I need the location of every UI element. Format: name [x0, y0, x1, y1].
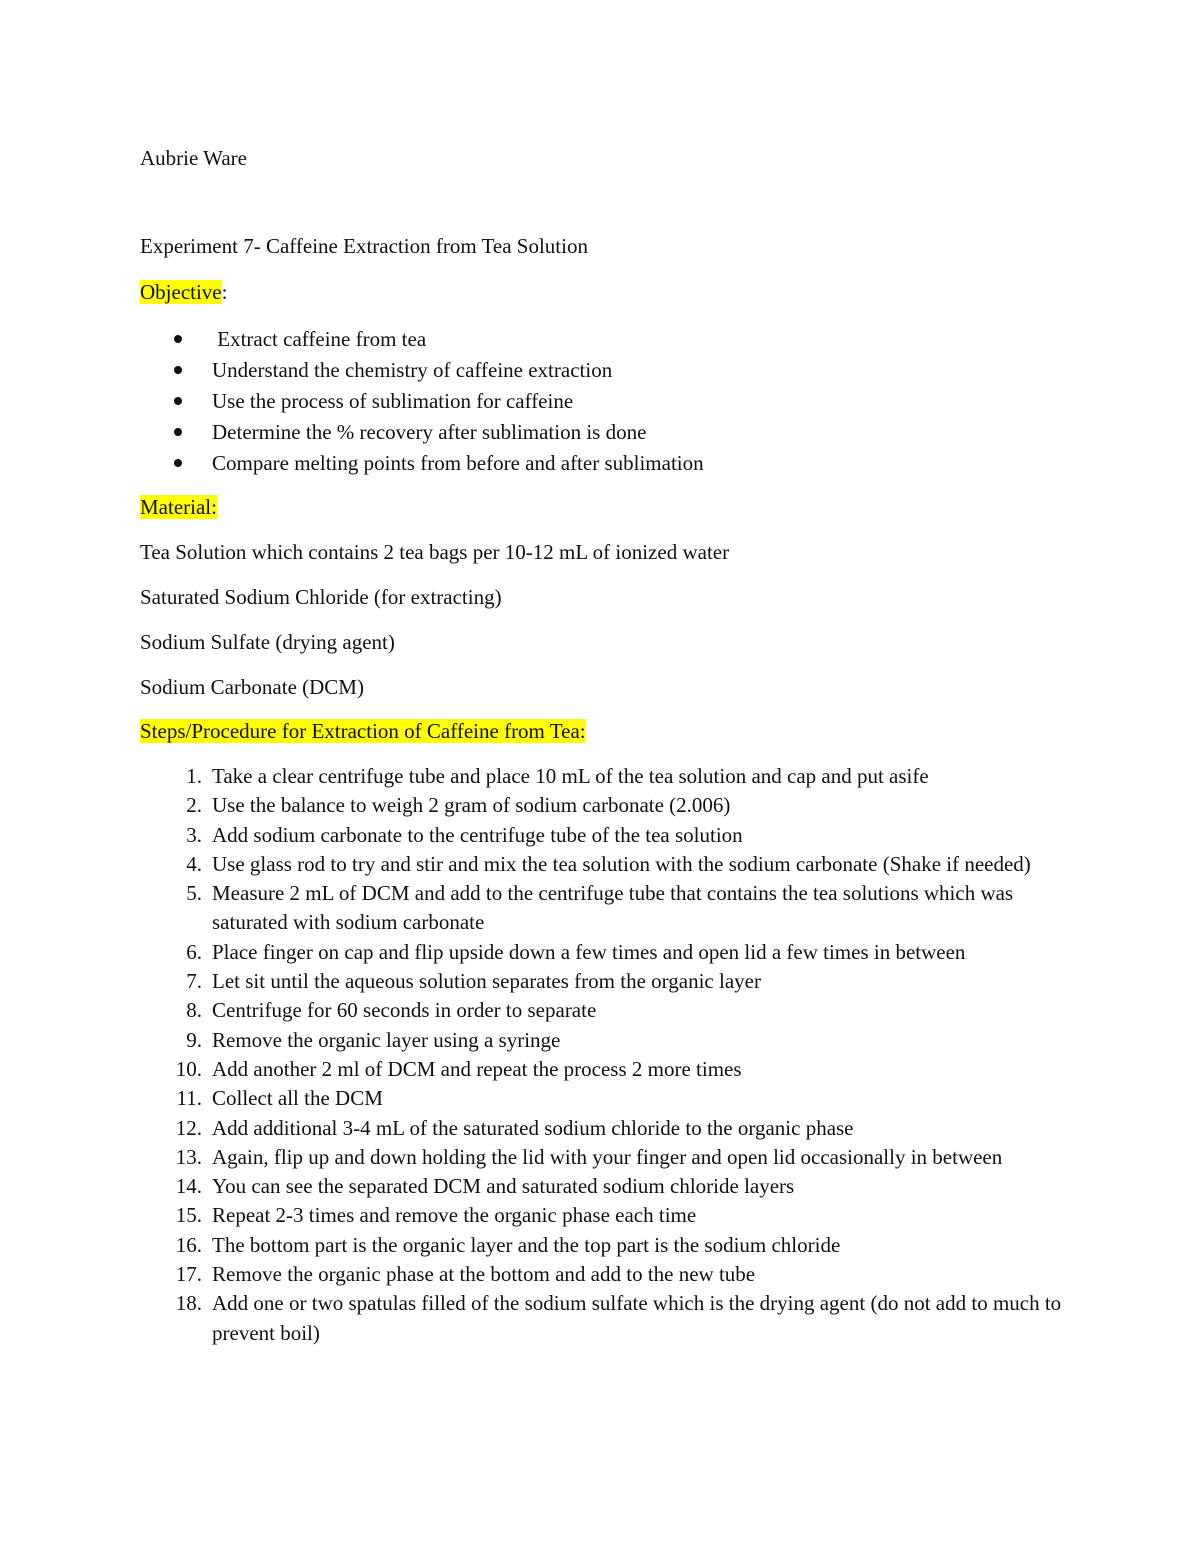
step-number: 12.: [175, 1115, 202, 1140]
step-text: Let sit until the aqueous solution separates from the organic layer: [212, 969, 761, 994]
bullet-icon: [174, 459, 182, 467]
procedure-step: [140, 1055, 1080, 1084]
procedure-step: [140, 850, 1080, 879]
step-number: 6.: [186, 939, 202, 964]
procedure-steps: [140, 762, 1080, 1348]
step-text: You can see the separated DCM and saturated sodium chloride layers: [212, 1174, 795, 1199]
step-text: Measure 2 mL of DCM and add to the centrifuge tube that contains the tea solutions which was saturated with sodium carbonate: [212, 881, 1014, 935]
step-number: 4.: [186, 851, 202, 876]
step-number: 13.: [175, 1144, 202, 1169]
material-heading: Material:: [140, 495, 217, 519]
step-text: Add one or two spatulas filled of the sodium sulfate which is the drying agent (do not add to much to prevent boil): [212, 1291, 1062, 1345]
material-heading-line: [140, 494, 217, 520]
step-number: 10.: [175, 1056, 202, 1081]
objective-heading: Objective: [140, 280, 222, 304]
material-item: Saturated Sodium Chloride (for extracting): [140, 585, 502, 609]
step-number: 14.: [175, 1174, 202, 1199]
procedure-step: [140, 1289, 1080, 1348]
step-number: 9.: [186, 1027, 202, 1052]
step-number: 8.: [186, 998, 202, 1023]
step-text: Add another 2 ml of DCM and repeat the process 2 more times: [212, 1056, 742, 1081]
procedure-step: [140, 1172, 1080, 1201]
objective-heading-line: [140, 279, 227, 305]
procedure-step: [140, 967, 1080, 996]
step-number: 5.: [186, 881, 202, 906]
procedure-step: [140, 1231, 1080, 1260]
step-text: Centrifuge for 60 seconds in order to separate: [212, 998, 597, 1023]
step-text: Take a clear centrifuge tube and place 10 mL of the tea solution and cap and put asife: [212, 764, 929, 788]
procedure-step: [140, 1084, 1080, 1113]
procedure-step: [140, 1114, 1080, 1143]
step-text: Collect all the DCM: [212, 1086, 383, 1111]
step-number: 1.: [186, 764, 202, 788]
step-number: 17.: [175, 1262, 202, 1287]
procedure-step: [140, 762, 1080, 791]
objective-colon: :: [221, 280, 228, 304]
step-text: Add additional 3-4 mL of the saturated sodium chloride to the organic phase: [212, 1115, 854, 1140]
step-number: 16.: [175, 1232, 202, 1257]
procedure-heading: Steps/Procedure for Extraction of Caffeine from Tea:: [140, 719, 586, 743]
step-number: 11.: [176, 1086, 202, 1111]
step-text: Place finger on cap and flip upside down a few times and open lid a few times in between: [212, 939, 966, 964]
objective-item-text: Understand the chemistry of caffeine extraction: [212, 358, 613, 382]
procedure-step: [140, 1260, 1080, 1289]
step-text: Use the balance to weigh 2 gram of sodium carbonate (2.006): [212, 793, 731, 818]
step-number: 7.: [186, 969, 202, 994]
procedure-heading-line: [140, 718, 586, 744]
step-text: Add sodium carbonate to the centrifuge tube of the tea solution: [212, 822, 743, 847]
step-text: Repeat 2-3 times and remove the organic phase each time: [212, 1203, 697, 1228]
step-number: 15.: [175, 1203, 202, 1228]
procedure-step: [140, 821, 1080, 850]
procedure-step: [140, 996, 1080, 1025]
procedure-step: [140, 1201, 1080, 1230]
procedure-step: [140, 938, 1080, 967]
objective-item-text: Compare melting points from before and after sublimation: [212, 451, 704, 475]
step-number: 2.: [186, 793, 202, 818]
bullet-icon: [174, 366, 182, 374]
bullet-icon: [174, 428, 182, 436]
step-text: Remove the organic phase at the bottom and add to the new tube: [212, 1262, 756, 1287]
objective-item-text: Extract caffeine from tea: [212, 327, 427, 351]
step-text: Remove the organic layer using a syringe: [212, 1027, 561, 1052]
material-item: Sodium Sulfate (drying agent): [140, 630, 395, 654]
step-text: The bottom part is the organic layer and the top part is the sodium chloride: [212, 1232, 841, 1257]
objective-item-text: Use the process of sublimation for caffeine: [212, 389, 574, 413]
step-text: Use glass rod to try and stir and mix the tea solution with the sodium carbonate (Shake if needed): [212, 851, 1031, 876]
procedure-step: [140, 879, 1080, 938]
step-number: 18.: [175, 1291, 202, 1316]
objective-item-text: Determine the % recovery after sublimation is done: [212, 420, 647, 444]
document-title: Experiment 7- Caffeine Extraction from Tea Solution: [140, 234, 588, 258]
material-item: Tea Solution which contains 2 tea bags per 10-12 mL of ionized water: [140, 540, 730, 564]
material-item: Sodium Carbonate (DCM): [140, 675, 364, 699]
step-text: Again, flip up and down holding the lid with your finger and open lid occasionally in between: [212, 1144, 1003, 1169]
author-name: Aubrie Ware: [140, 146, 247, 170]
bullet-icon: [174, 335, 182, 343]
procedure-step: [140, 791, 1080, 820]
step-number: 3.: [186, 822, 202, 847]
bullet-icon: [174, 397, 182, 405]
procedure-step: [140, 1026, 1080, 1055]
procedure-step: [140, 1143, 1080, 1172]
